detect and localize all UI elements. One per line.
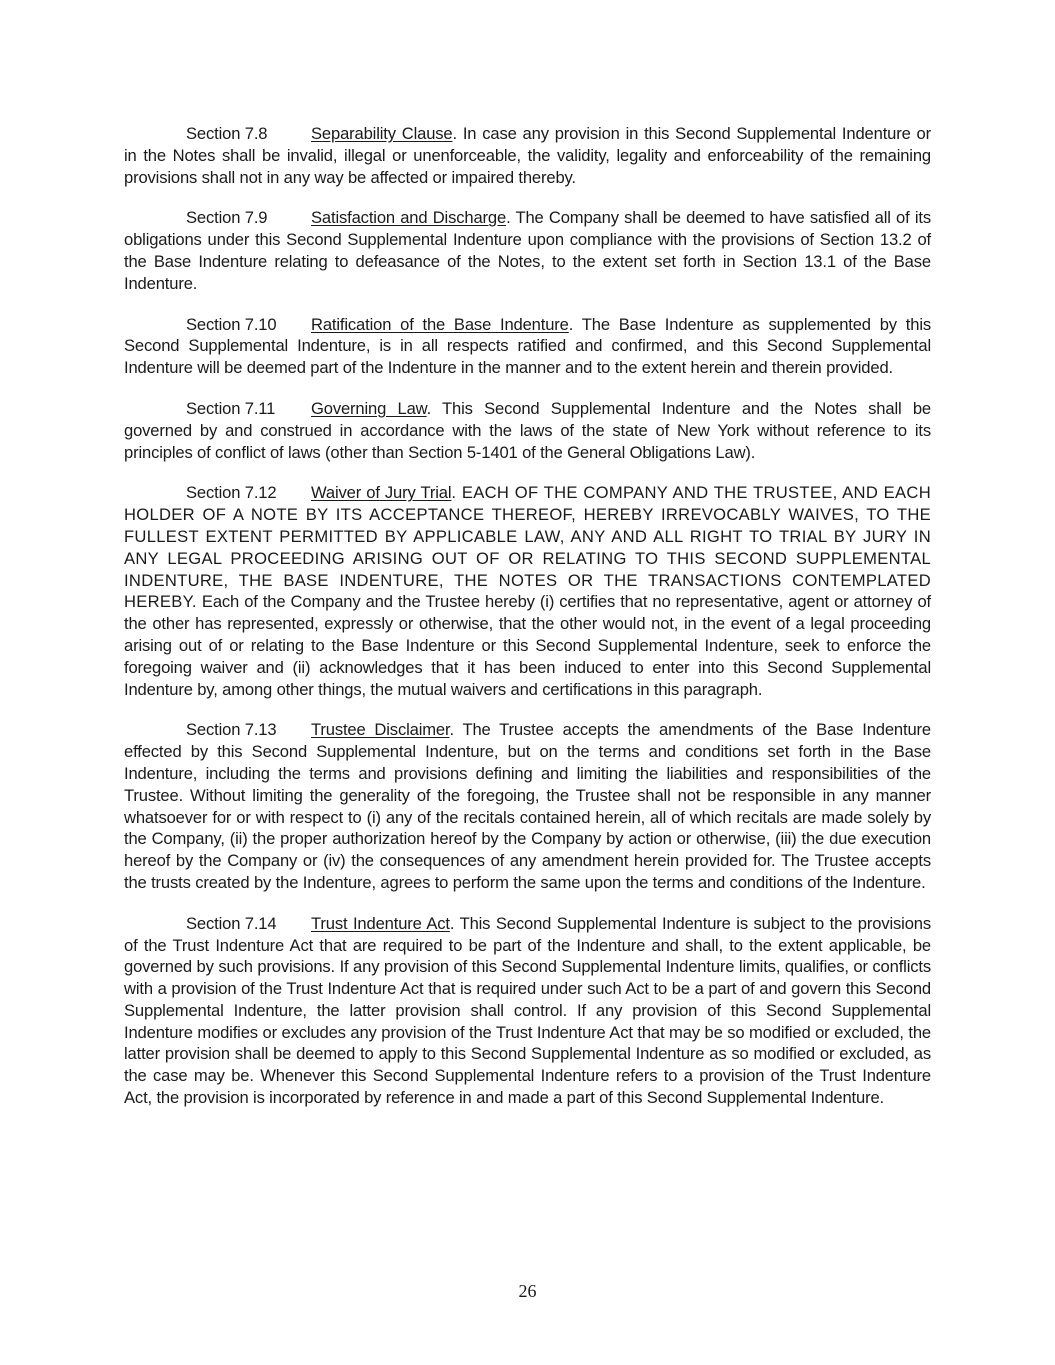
section-title: Separability Clause (311, 124, 453, 143)
section-number: Section 7.9 (186, 208, 268, 228)
section-body: . This Second Supplemental Indenture is subject to the provisions of the Trust Indenture Act that are required to be part of the Indenture and shall, to the extent applicable, be governed by such provisions. If any provision of this Second Supplemental Indenture limits, qualifies, or conflicts with a provision of the Trust Indenture Act that is required under such Act to be a part of and govern this Second Supplemental Indenture, the latter provision shall control. If any provision of this Second Supplemental Indenture modifies or excludes any provision of the Trust Indenture Act that may be so modified or excluded, the latter provision shall be deemed to apply to this Second Supplemental Indenture as so modified or excluded, as the case may be. Whenever this Second Supplemental Indenture refers to a provision of the Trust Indenture Act, the provision is incorporated by reference in and made a part of this Second Supplemental Indenture. (124, 913, 932, 1108)
page-number: 26 (518, 1281, 537, 1301)
section-7-9 (124, 207, 931, 294)
section-body: Each of the Company and the Trustee hereby (i) certifies that no representative, agent or attorney of the other has represented, expressly or otherwise, that the other would not, in the event of a legal proceeding arising out of or relating to the Base Indenture or this Second Supplemental Indenture, seek to enforce the foregoing waiver and (ii) acknowledges that it has been induced to enter into this Second Supplemental Indenture by, among other things, the mutual waivers and certifications in this paragraph. (124, 592, 931, 699)
section-7-13 (124, 719, 931, 893)
section-title: Trustee Disclaimer (311, 720, 450, 740)
section-title: Trust Indenture Act (311, 913, 450, 933)
section-number: Section 7.12 (186, 483, 277, 503)
section-body: . This Second Supplemental Indenture and the Notes shall be governed by and construed in accordance with the laws of the state of New York without reference to its principles of conflict of laws (other than Section 5-1401 of the General Obligations Law). (124, 398, 931, 462)
section-7-14 (124, 913, 931, 1109)
jury-waiver-caps-text: . EACH OF THE COMPANY AND THE TRUSTEE, AND EACH HOLDER OF A NOTE BY ITS ACCEPTANCE THEREOF, HEREBY IRREVOCABLY WAIVES, TO THE FULLEST EXTENT PERMITTED BY APPLICABLE LAW, ANY AND ALL RIGHT TO TRIAL BY JURY IN ANY LEGAL PROCEEDING ARISING OUT OF OR RELATING TO THIS SECOND SUPPLEMENTAL INDENTURE, THE BASE INDENTURE, THE NOTES OR THE TRANSACTIONS CONTEMPLATED HEREBY. (124, 483, 931, 612)
section-7-10 (124, 314, 931, 379)
section-title: Waiver of Jury Trial (311, 483, 452, 503)
section-number: Section 7.13 (186, 720, 277, 740)
section-title: Satisfaction and Discharge (311, 208, 507, 228)
document-body (124, 123, 931, 1128)
section-body: . The Company shall be deemed to have satisfied all of its obligations under this Second Supplemental Indenture upon compliance with the provisions of Section 13.2 of the Base Indenture relating to defeasance of the Notes, to the extent set forth in Section 13.1 of the Base Indenture. (124, 208, 931, 293)
section-7-12 (124, 482, 931, 700)
section-body: . The Trustee accepts the amendments of the Base Indenture effected by this Second Supplemental Indenture, but on the terms and conditions set forth in the Base Indenture, including the terms and provisions defining and limiting the liabilities and responsibilities of the Trustee. Without limiting the generality of the foregoing, the Trustee shall not be responsible in any manner whatsoever for or with respect to (i) any of the recitals contained herein, all of which recitals are made solely by the Company, (ii) the proper authorization hereof by the Company by action or otherwise, (iii) the due execution hereof by the Company or (iv) the consequences of any amendment herein provided for. The Trustee accepts the trusts created by the Indenture, agrees to perform the same upon the terms and conditions of the Indenture. (124, 720, 932, 892)
section-7-11 (124, 398, 931, 463)
section-number: Section 7.11 (186, 398, 276, 418)
section-number: Section 7.8 (186, 124, 268, 143)
section-body: . In case any provision in this Second Supplemental Indenture or in the Notes shall be invalid, illegal or unenforceable, the validity, legality and enforceability of the remaining provisions shall not in any way be affected or impaired thereby. (124, 124, 931, 187)
section-number: Section 7.14 (186, 913, 277, 933)
section-title: Governing Law (311, 398, 427, 418)
section-7-8 (124, 123, 931, 188)
section-body: . The Base Indenture as supplemented by this Second Supplemental Indenture, is in all respects ratified and confirmed, and this Second Supplemental Indenture will be deemed part of the Indenture in the manner and to the extent herein and therein provided. (124, 314, 931, 378)
section-title: Ratification of the Base Indenture (311, 314, 569, 334)
section-number: Section 7.10 (186, 314, 277, 334)
